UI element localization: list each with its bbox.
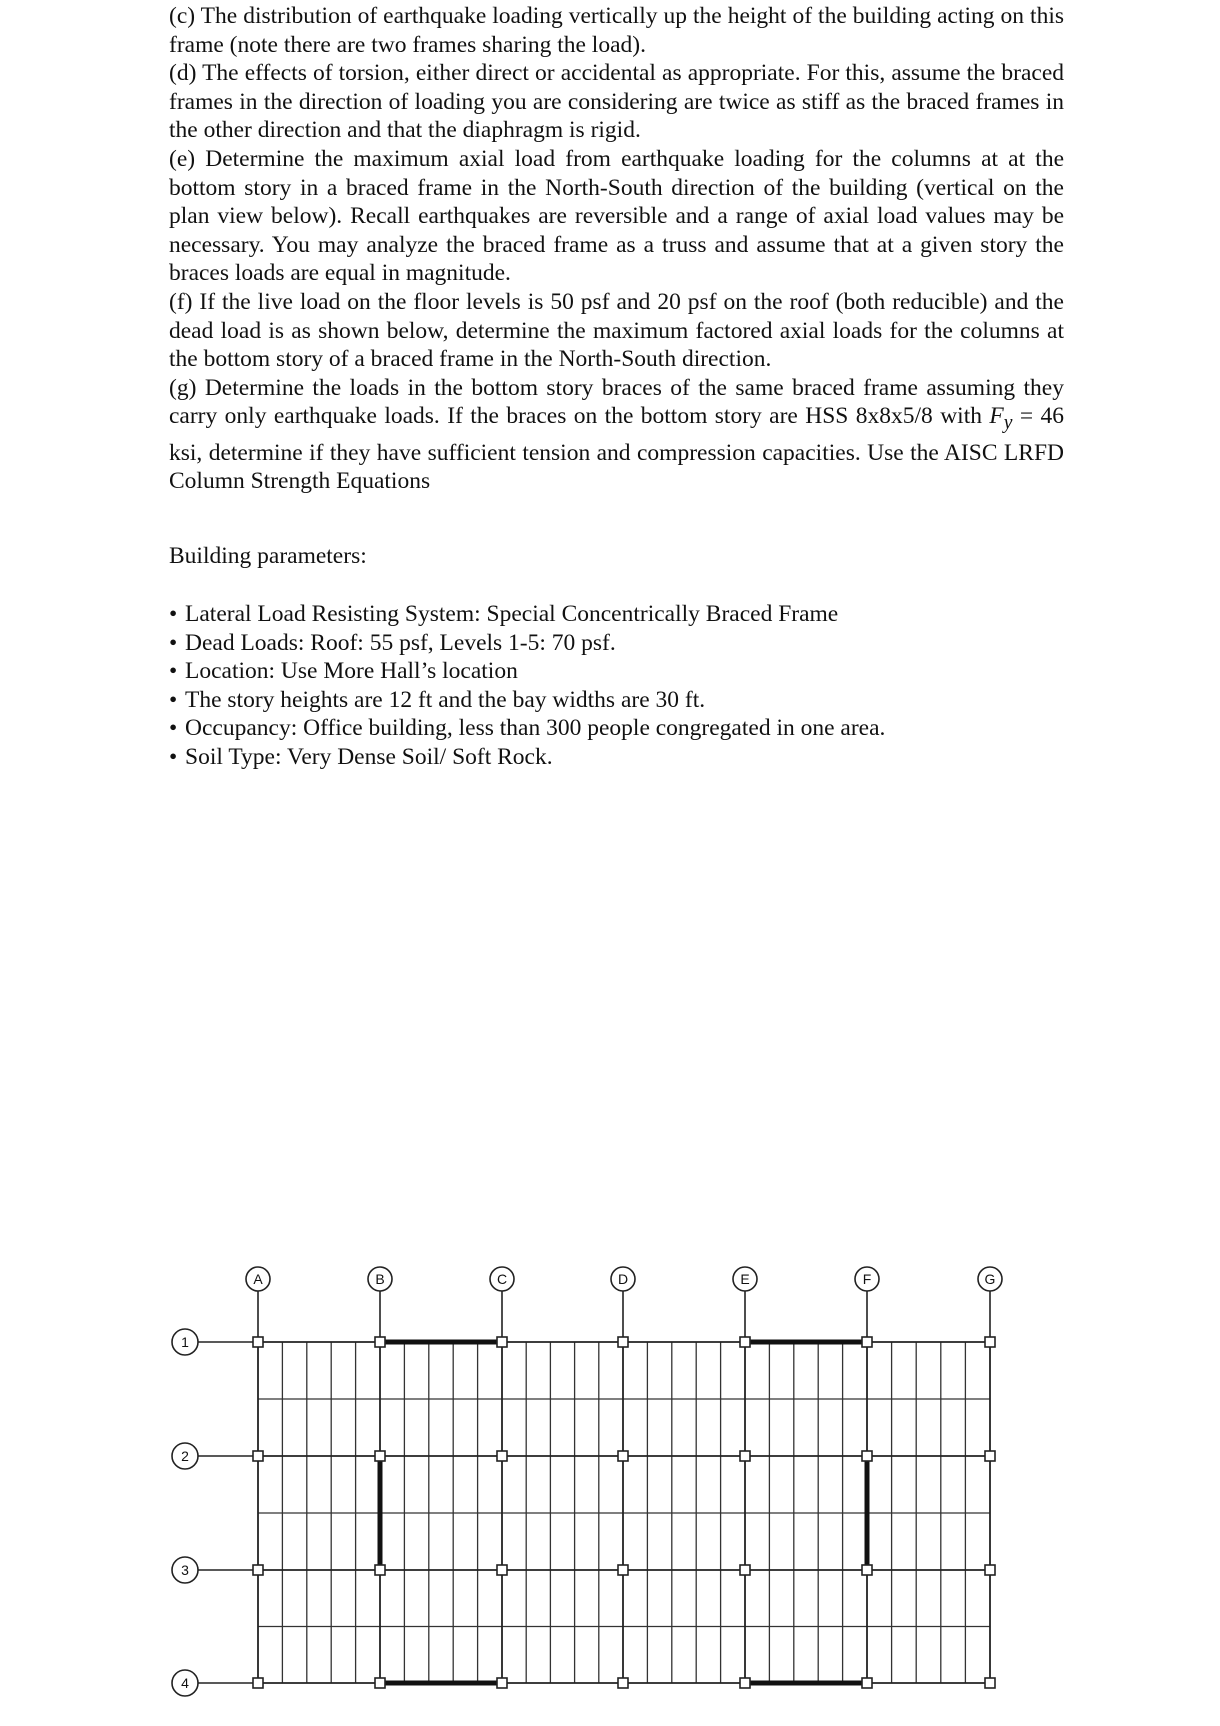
fy-symbol: F: [989, 403, 1004, 430]
column-marker: [253, 1565, 263, 1575]
column-marker: [497, 1565, 507, 1575]
column-marker: [375, 1678, 385, 1688]
column-marker: [862, 1565, 872, 1575]
column-grid-label: C: [496, 1271, 508, 1287]
column-grid-label: D: [617, 1271, 629, 1287]
column-marker: [253, 1678, 263, 1688]
column-marker: [862, 1337, 872, 1347]
column-marker: [740, 1337, 750, 1347]
param-item: [169, 714, 885, 743]
param-soil: Soil Type: Very Dense Soil/ Soft Rock.: [185, 743, 553, 770]
part-g-text-2: = 46 ksi, determine if they have sufficient tension and compression capacities. Use the AISC LRFD Column Strength Equations: [169, 403, 1064, 495]
column-marker: [253, 1337, 263, 1347]
column-marker: [985, 1678, 995, 1688]
param-item: [169, 600, 885, 629]
column-marker: [740, 1678, 750, 1688]
column-grid-label: B: [375, 1271, 385, 1287]
param-location: Location: Use More Hall’s location: [185, 658, 518, 685]
param-dead-loads: Dead Loads: Roof: 55 psf, Levels 1-5: 70 psf.: [185, 629, 616, 656]
column-marker: [375, 1451, 385, 1461]
column-marker: [618, 1565, 628, 1575]
part-d: (d) The effects of torsion, either direct or accidental as appropriate. For this, assume the braced frames in the direction of loading you are considering are twice as stiff as the braced frames in the other direction and that the diaphragm is rigid.: [169, 60, 1064, 144]
part-c: (c) The distribution of earthquake loading vertically up the height of the building acting on this frame (note there are two frames sharing the load).: [169, 3, 1064, 58]
floor-plan-svg: [0, 1250, 1220, 1721]
param-item: [169, 629, 885, 658]
column-marker: [985, 1337, 995, 1347]
parameters-list: [169, 600, 885, 772]
part-g-text-1: (g) Determine the loads in the bottom story braces of the same braced frame assuming they carry only earthquake loads. If the braces on the bottom story are HSS 8x8x5/8 with: [169, 374, 1064, 430]
problem-statement: [169, 2, 1064, 496]
floor-plan: [0, 1250, 1220, 1726]
column-marker: [497, 1337, 507, 1347]
param-item: [169, 657, 885, 686]
column-marker: [740, 1565, 750, 1575]
column-marker: [375, 1565, 385, 1575]
column-marker: [497, 1678, 507, 1688]
column-grid-label: F: [862, 1271, 872, 1287]
column-marker: [985, 1565, 995, 1575]
param-system: Lateral Load Resisting System: Special Concentrically Braced Frame: [185, 601, 839, 627]
bullet-icon: •: [169, 629, 178, 656]
column-marker: [740, 1451, 750, 1461]
column-grid-label: E: [740, 1271, 750, 1287]
column-marker: [618, 1337, 628, 1347]
bullet-icon: •: [169, 686, 178, 713]
bullet-icon: •: [169, 658, 178, 685]
row-grid-label: 2: [181, 1448, 189, 1464]
bullet-icon: •: [169, 601, 178, 627]
row-grid-label: 1: [181, 1334, 189, 1350]
part-f: (f) If the live load on the floor levels is 50 psf and 20 psf on the roof (both reducible) and the dead load is as shown below, determine the maximum factored axial loads for the columns at the bottom story of a braced frame in the North-South direction.: [169, 288, 1064, 373]
row-grid-label: 4: [181, 1675, 189, 1691]
parameters-heading: Building parameters:: [169, 543, 367, 569]
part-g: [169, 374, 1064, 496]
param-occupancy: Occupancy: Office building, less than 300 people congregated in one area.: [185, 715, 886, 742]
column-marker: [985, 1451, 995, 1461]
param-story-heights: The story heights are 12 ft and the bay widths are 30 ft.: [185, 686, 706, 713]
param-item: [169, 743, 885, 772]
param-item: [169, 686, 885, 715]
column-marker: [862, 1678, 872, 1688]
column-marker: [862, 1451, 872, 1461]
row-grid-label: 3: [181, 1562, 189, 1578]
column-marker: [253, 1451, 263, 1461]
column-marker: [497, 1451, 507, 1461]
column-marker: [618, 1451, 628, 1461]
part-e: (e) Determine the maximum axial load from earthquake loading for the columns at at the bottom story in a braced frame in the North-South direction of the building (vertical on the plan view below). Recall earthquakes are reversible and a range of axial load values may be necessary. You may analyze the braced frame as a truss and assume that at a given story the braces loads are equal in magnitude.: [169, 145, 1064, 287]
bullet-icon: •: [169, 743, 178, 770]
column-grid-label: A: [253, 1271, 263, 1287]
column-marker: [618, 1678, 628, 1688]
bullet-icon: •: [169, 715, 178, 742]
column-marker: [375, 1337, 385, 1347]
fy-subscript: y: [1003, 413, 1013, 434]
column-grid-label: G: [984, 1271, 996, 1287]
